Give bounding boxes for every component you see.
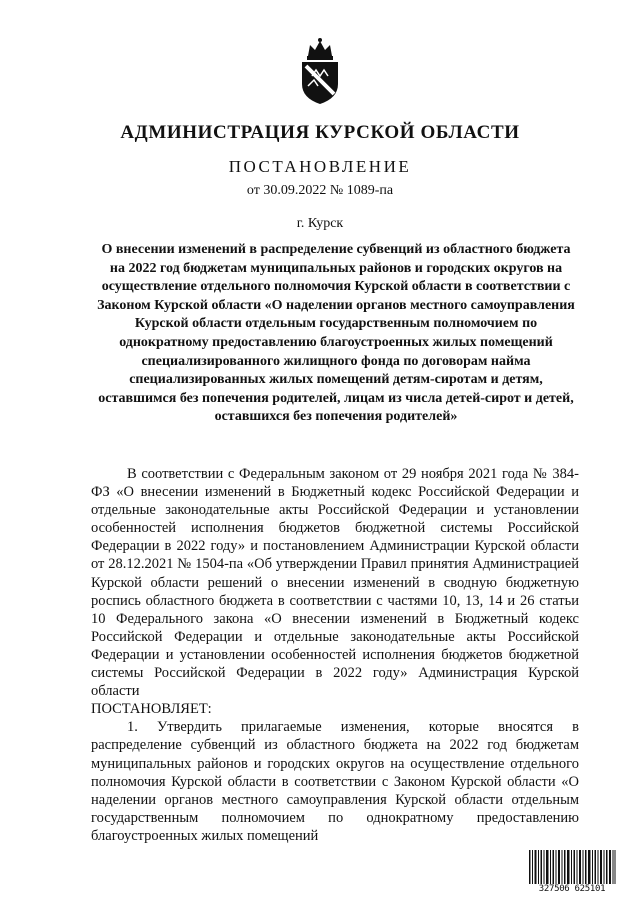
resolves-heading: ПОСТАНОВЛЯЕТ: bbox=[91, 701, 212, 718]
document-type: ПОСТАНОВЛЕНИЕ bbox=[228, 157, 412, 176]
paragraph-item-1: 1. Утвердить прилагаемые изменения, которые вносятся в распределение субвенций из областного бюджета на 2022 год бюджетам муниципальных районов и городских округов на осуществление отдельного полномочия Курской области в соответствии с Законом Курской области «О наделении органов местного самоуправления Курской области отдельным государственным полномочием по однократному предоставлению благоустроенных жилых помещений bbox=[91, 719, 579, 844]
document-title: О внесении изменений в распределение субвенций из областного бюджета на 2022 год бюджетам муниципальных районов и городских округов на осуществление отдельного полномочия Курской области в соответствии с Законом Курской области «О наделении органов местного самоуправления Курской области отдельным государственным полномочием по однократному предоставлению благоустроенных жилых помещений специализированного жилищного фонда по договорам найма специализированных жилых помещений детям-сиротам и детям, оставшимся без попечения родителей, лицам из числа детей-сирот и детей, оставшихся без попечения родителей» bbox=[97, 242, 575, 425]
organization-name: АДМИНИСТРАЦИЯ КУРСКОЙ ОБЛАСТИ bbox=[120, 122, 520, 143]
barcode-number: 327506 625101 bbox=[538, 884, 606, 894]
barcode bbox=[528, 850, 616, 895]
coat-of-arms-emblem bbox=[298, 36, 342, 106]
document-number: от 30.09.2022 № 1089-па bbox=[246, 183, 394, 198]
barcode-bars bbox=[528, 850, 616, 884]
document-body bbox=[91, 465, 579, 845]
city: г. Курск bbox=[296, 216, 344, 231]
paragraph-preamble: В соответствии с Федеральным законом от 29 ноября 2021 года № 384-ФЗ «О внесении изменений в Бюджетный кодекс Российской Федерации и отдельные законодательные акты Российской Федерации и установлении особенностей исполнения бюджетов бюджетной системы Российской Федерации в 2022 году» и постановлением Администрации Курской области от 28.12.2021 № 1504-па «Об утверждении Правил принятия Администрацией Курской области решений о внесении изменений в сводную бюджетную роспись областного бюджета в соответствии с частями 10, 13, 14 и 26 статьи 10 Федерального закона «О внесении изменений в Бюджетный кодекс Российской Федерации и отдельные законодательные акты Российской Федерации и установлении особенностей исполнения бюджетов бюджетной системы Российской Федерации в 2022 году» Администрация Курской области bbox=[91, 466, 579, 700]
